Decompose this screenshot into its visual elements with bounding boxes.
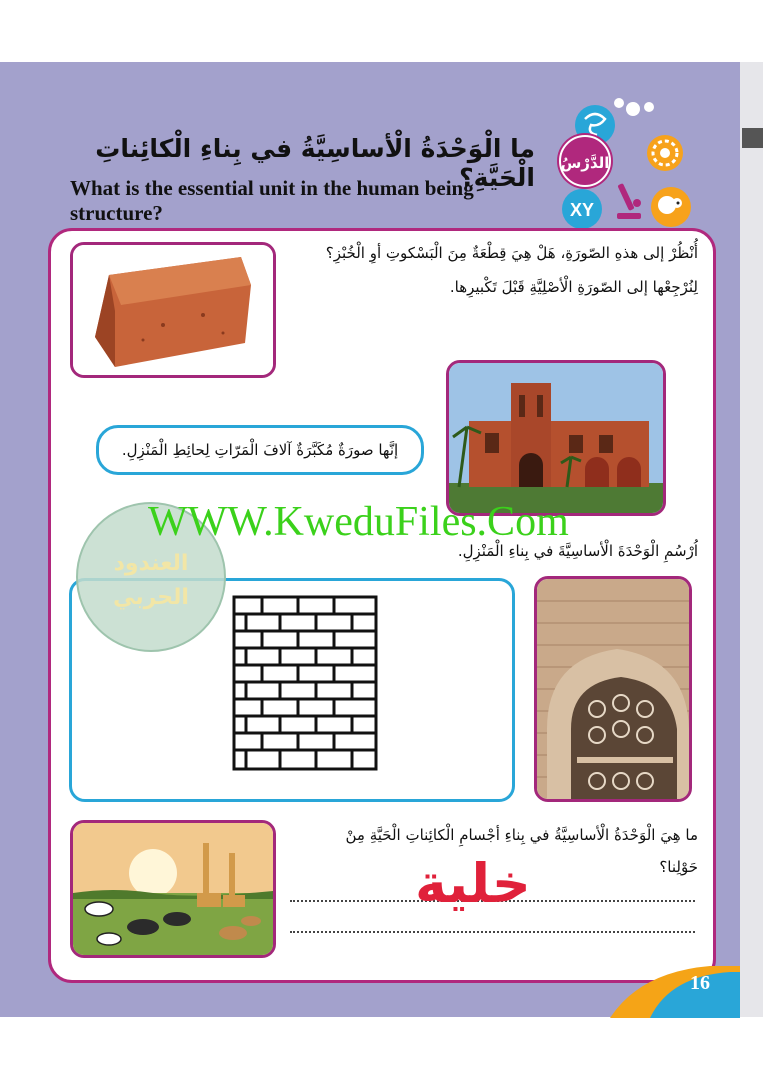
watermark-text: WWW.KweduFiles.Com bbox=[148, 499, 569, 545]
seal-text-line-2: الحربي bbox=[113, 585, 189, 610]
lesson-title-english: What is the essential unit in the human being structure? bbox=[70, 176, 474, 225]
xy-icon bbox=[562, 189, 602, 229]
callout-magnified-wall: إنَّها صورَةٌ مُكَبَّرَةٌ آلافَ الْمَرّاتِ لِحائِطِ الْمَنْزِلِ. bbox=[96, 425, 424, 475]
brick-image bbox=[73, 245, 273, 375]
brick-wall-drawing bbox=[232, 595, 378, 771]
svg-text:XY: XY bbox=[569, 200, 595, 220]
lesson-title-arabic: ما الْوَحْدَةُ الْأساسِيَّةُ في بِناءِ الْكائِناتِ الْحَيَّةِ؟ bbox=[95, 134, 535, 192]
lesson-badge-label: الدَّرْسُ bbox=[560, 154, 610, 172]
savanna-image bbox=[73, 823, 273, 955]
stone-wall-image-frame bbox=[534, 576, 692, 802]
microscope-icon bbox=[617, 183, 641, 219]
house-image bbox=[449, 363, 663, 513]
savanna-image-frame bbox=[70, 820, 276, 958]
page-number-tab bbox=[610, 962, 740, 1018]
page-edge-strip bbox=[740, 62, 763, 1017]
lesson-badge bbox=[545, 95, 705, 235]
brick-image-frame bbox=[70, 242, 276, 378]
question-2-line-1: ما هِيَ الْوَحْدَةُ الْأساسِيَّةُ في بِناءِ أجْسامِ الْكائِناتِ الْحَيَّةِ مِنْ bbox=[345, 826, 698, 844]
handwritten-answer: خلية bbox=[415, 852, 531, 915]
bubble-icon bbox=[614, 98, 654, 116]
question-1-text: أُنْظُرْ إلى هذهِ الصّورَةِ، هَلْ هِيَ قِطْعَةٌ مِنَ الْبَسْكوتِ أوِ الْخُبْزِ؟ bbox=[325, 244, 698, 262]
page-edge-tab bbox=[742, 128, 763, 148]
answer-line-2[interactable] bbox=[290, 931, 695, 933]
gear-icon bbox=[647, 135, 683, 171]
seal-text-line-1: العندود bbox=[113, 551, 189, 576]
house-image-frame bbox=[446, 360, 666, 516]
sheep-icon bbox=[651, 187, 691, 227]
stone-wall-image bbox=[537, 579, 689, 799]
question-2-line-2: حَوْلِنا؟ bbox=[659, 858, 698, 876]
page-number: 16 bbox=[690, 972, 710, 994]
instruction-2-text: اُرْسُمِ الْوَحْدَةَ الْأساسِيَّةَ في بِناءِ الْمَنْزِلِ. bbox=[457, 542, 698, 560]
instruction-1-text: لِنُرْجِعْها إلى الصّورَةِ الْأصْلِيَّةِ قَبْلَ تَكْبيرِها. bbox=[449, 278, 698, 296]
